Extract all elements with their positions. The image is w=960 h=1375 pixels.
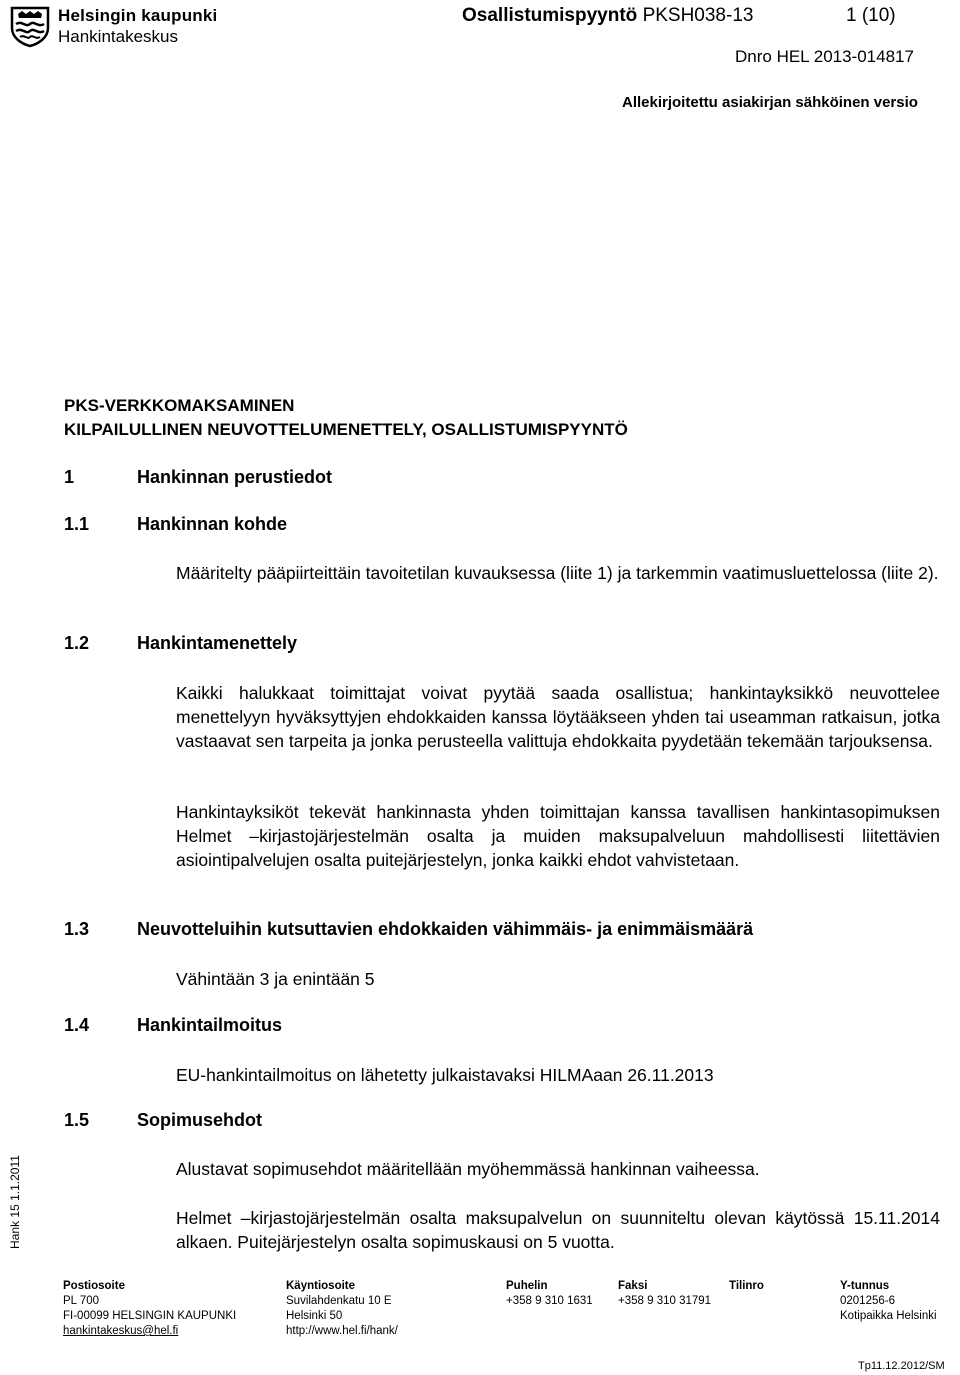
org-unit: Hankintakeskus [58,27,179,46]
section-1-2-text-2: Hankintayksiköt tekevät hankinnasta yhden toimittajan kanssa tavallisen hankintasopimuksen Helmet –kirjastojärjestelmän osalta ja muiden maksupalveluun mahdollisesti liitettävien asiointipalvelujen osalta puitejärjestelyn, jonka kaikki ehdot vahvistetaan. [176,802,940,870]
org-name: Helsingin kaupunki [58,6,218,25]
section-1-3-text: Vähintään 3 ja enintään 5 [176,969,375,989]
section-1-3-heading: 1.3 Neuvotteluihin kutsuttavien ehdokkaiden vähimmäis- ja enimmäismäärä [64,919,754,939]
section-1-5-text-1: Alustavat sopimusehdot määritellään myöhemmässä hankinnan vaiheessa. [176,1159,760,1179]
section-1-1-heading: 1.1 Hankinnan kohde [64,514,288,534]
footer-business-id: Y-tunnus 0201256-6 Kotipaikka Helsinki [840,1280,937,1322]
section-1-5-heading: 1.5 Sopimusehdot [64,1110,262,1130]
document-type: Osallistumispyyntö [462,5,638,26]
footer-fax: Faksi +358 9 310 31791 [618,1280,712,1307]
helsinki-crest-logo [8,4,52,48]
website-link[interactable]: http://www.hel.fi/hank/ [286,1325,398,1337]
document-title [462,5,753,27]
section-1-2-text-1: Kaikki halukkaat toimittajat voivat pyytää saada osallistua; hankintayksikkö neuvottelee menettelyyn hyväksyttyjen ehdokkaiden kanssa löytääkseen yhden tai useamman ratkaisun, jotka vastaavat sen tarpeita ja jonka perusteella valittuja ehdokkaita pyydetään tekemään tarjouksensa. [176,683,940,751]
document-code: PKSH038-13 [642,5,754,26]
section-1-2-heading: 1.2 Hankintamenettely [64,633,298,653]
main-subtitle: KILPAILULLINEN NEUVOTTELUMENETTELY, OSALLISTUMISPYYNTÖ [64,420,628,439]
footer-phone: Puhelin +358 9 310 1631 [506,1280,593,1307]
email-link[interactable]: hankintakeskus@hel.fi [63,1325,179,1337]
section-1-heading: 1 Hankinnan perustiedot [64,467,333,487]
footer-account: Tilinro [729,1280,764,1292]
page-number: 1 (10) [846,5,896,26]
signed-version-note: Allekirjoitettu asiakirjan sähköinen versio [622,94,918,111]
section-1-5-text-2: Helmet –kirjastojärjestelmän osalta maksupalvelun on suunniteltu olevan käytössä 15.11.2014 alkaen. Puitejärjestelyn osalta sopimuskausi on 5 vuotta. [176,1208,940,1252]
footer-visiting: Käyntiosoite Suvilahdenkatu 10 E Helsinki 50 http://www.hel.fi/hank/ [286,1280,398,1337]
form-code: Tp11.12.2012/SM [858,1360,945,1372]
record-number: Dnro HEL 2013-014817 [735,47,914,66]
footer-postal: Postiosoite PL 700 FI-00099 HELSINGIN KAUPUNKI hankintakeskus@hel.fi [63,1280,237,1337]
section-1-4-heading: 1.4 Hankintailmoitus [64,1015,283,1035]
section-1-4-text: EU-hankintailmoitus on lähetetty julkaistavaksi HILMAaan 26.11.2013 [176,1065,714,1085]
section-1-1-text: Määritelty pääpiirteittäin tavoitetilan kuvauksessa (liite 1) ja tarkemmin vaatimusluettelossa (liite 2). [176,563,939,583]
main-title: PKS-VERKKOMAKSAMINEN [64,396,295,415]
form-side-note: Hank 15 1.1.2011 [8,1155,22,1249]
